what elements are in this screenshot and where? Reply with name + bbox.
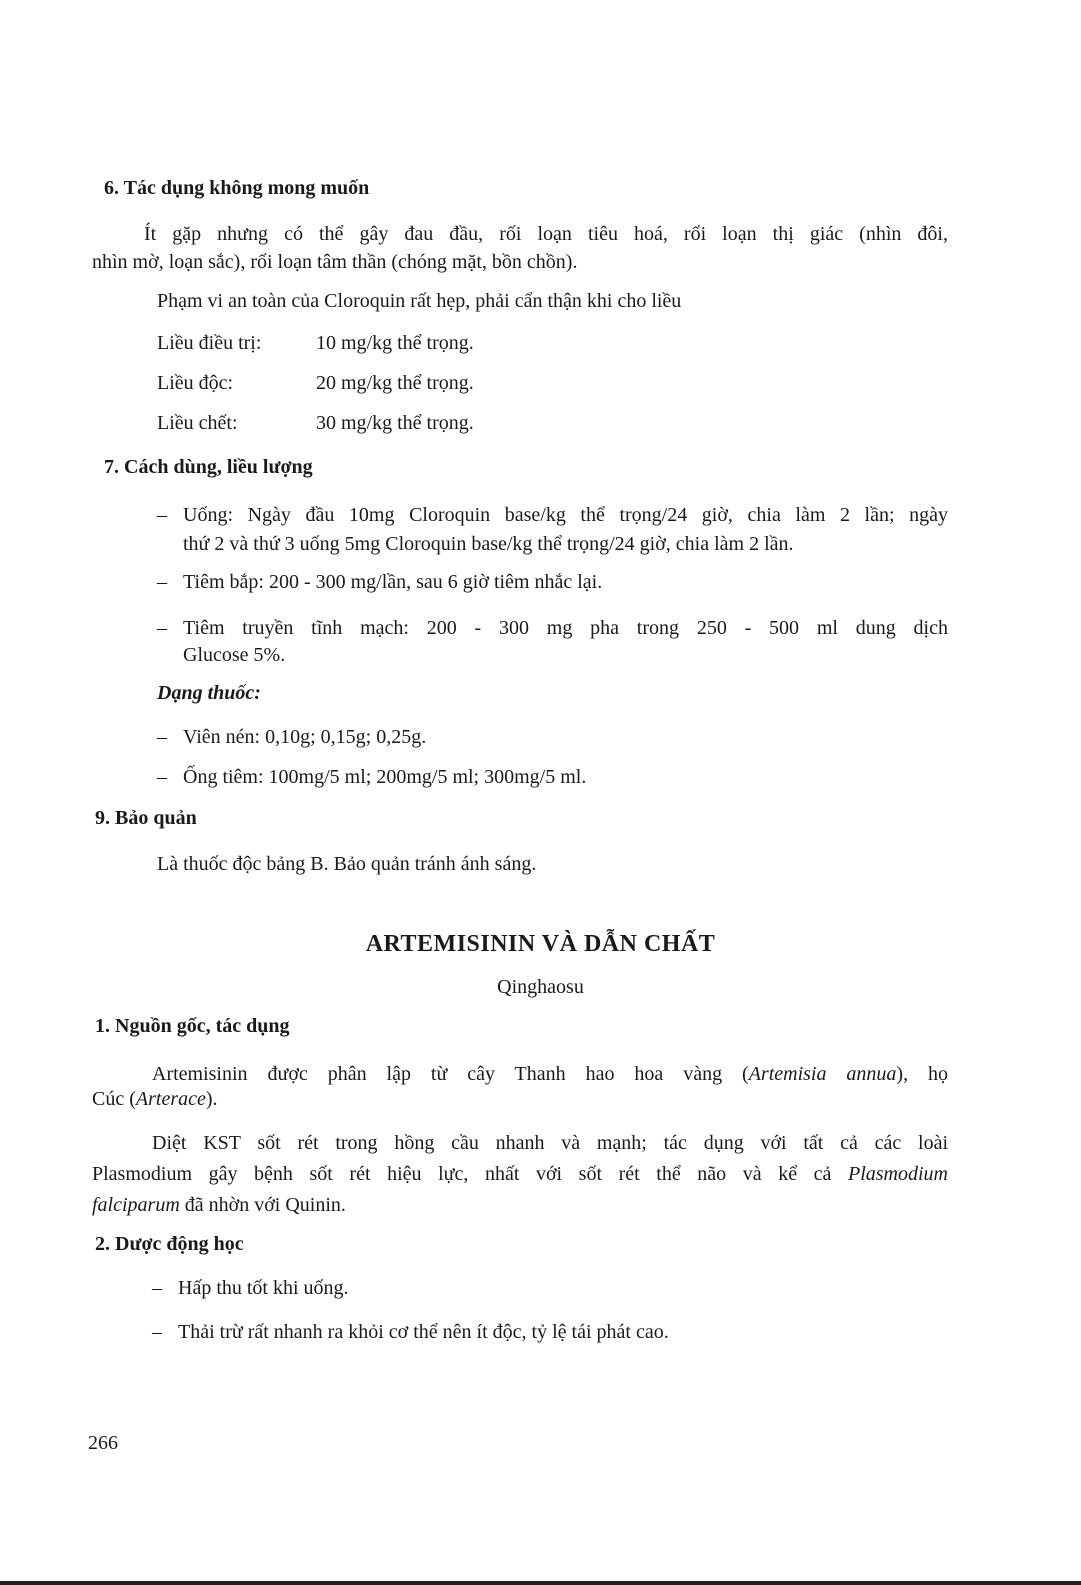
paragraph-line: Cúc (Arterace). bbox=[92, 1088, 218, 1110]
dose-value: 30 mg/kg thể trọng. bbox=[316, 412, 474, 434]
list-item-line: Tiêm bắp: 200 - 300 mg/lần, sau 6 giờ tiêm nhắc lại. bbox=[183, 571, 603, 593]
paragraph-line: Artemisinin được phân lập từ cây Thanh hao hoa vàng (Artemisia annua), họ bbox=[152, 1063, 949, 1085]
paragraph-line: Plasmodium gây bệnh sốt rét hiệu lực, nhất với sốt rét thể não và kể cả Plasmodium bbox=[92, 1163, 948, 1185]
section-heading-6: 6. Tác dụng không mong muốn bbox=[104, 177, 370, 199]
bullet-dash: – bbox=[157, 571, 167, 593]
chapter-subtitle: Qinghaosu bbox=[497, 976, 584, 998]
dose-label: Liều độc: bbox=[157, 372, 234, 394]
paragraph-line: nhìn mờ, loạn sắc), rối loạn tâm thần (chóng mặt, bồn chồn). bbox=[92, 251, 578, 273]
paragraph-line: Diệt KST sốt rét trong hồng cầu nhanh và mạnh; tác dụng với tất cả các loài bbox=[152, 1132, 948, 1154]
section-heading-2: 2. Dược động học bbox=[95, 1233, 244, 1255]
list-item-line: Uống: Ngày đầu 10mg Cloroquin base/kg thể trọng/24 giờ, chia làm 2 lần; ngày bbox=[183, 504, 948, 526]
bullet-dash: – bbox=[152, 1277, 162, 1299]
bullet-dash: – bbox=[157, 617, 167, 639]
page-number: 266 bbox=[88, 1432, 118, 1454]
list-item-line: Tiêm truyền tĩnh mạch: 200 - 300 mg pha trong 250 - 500 ml dung dịch bbox=[183, 617, 948, 639]
scan-edge-rule bbox=[0, 1581, 1081, 1585]
paragraph-line: Là thuốc độc bảng B. Bảo quản tránh ánh sáng. bbox=[157, 853, 537, 875]
section-heading-9: 9. Bảo quản bbox=[95, 807, 197, 829]
dose-label: Liều điều trị: bbox=[157, 332, 262, 354]
list-item-line: Glucose 5%. bbox=[183, 644, 286, 666]
list-item-line: Viên nén: 0,10g; 0,15g; 0,25g. bbox=[183, 726, 427, 748]
dosage-form-heading: Dạng thuốc: bbox=[157, 682, 261, 704]
paragraph-line: falciparum đã nhờn với Quinin. bbox=[92, 1194, 346, 1216]
dose-label: Liều chết: bbox=[157, 412, 238, 434]
list-item-line: thứ 2 và thứ 3 uống 5mg Cloroquin base/kg thể trọng/24 giờ, chia làm 2 lần. bbox=[183, 533, 794, 555]
chapter-title: ARTEMISININ VÀ DẪN CHẤT bbox=[365, 931, 716, 957]
dose-value: 10 mg/kg thể trọng. bbox=[316, 332, 474, 354]
bullet-dash: – bbox=[157, 726, 167, 748]
paragraph-line: Ít gặp nhưng có thể gây đau đầu, rối loạn tiêu hoá, rối loạn thị giác (nhìn đôi, bbox=[144, 223, 948, 245]
bullet-dash: – bbox=[157, 504, 167, 526]
list-item-line: Hấp thu tốt khi uống. bbox=[178, 1277, 349, 1299]
bullet-dash: – bbox=[152, 1321, 162, 1343]
list-item-line: Ống tiêm: 100mg/5 ml; 200mg/5 ml; 300mg/5 ml. bbox=[183, 766, 587, 788]
section-heading-7: 7. Cách dùng, liều lượng bbox=[104, 456, 313, 478]
list-item-line: Thải trừ rất nhanh ra khỏi cơ thể nên ít độc, tỷ lệ tái phát cao. bbox=[178, 1321, 669, 1343]
paragraph-line: Phạm vi an toàn của Cloroquin rất hẹp, phải cẩn thận khi cho liều bbox=[157, 290, 682, 312]
dose-value: 20 mg/kg thể trọng. bbox=[316, 372, 474, 394]
bullet-dash: – bbox=[157, 766, 167, 788]
section-heading-1: 1. Nguồn gốc, tác dụng bbox=[95, 1015, 290, 1037]
